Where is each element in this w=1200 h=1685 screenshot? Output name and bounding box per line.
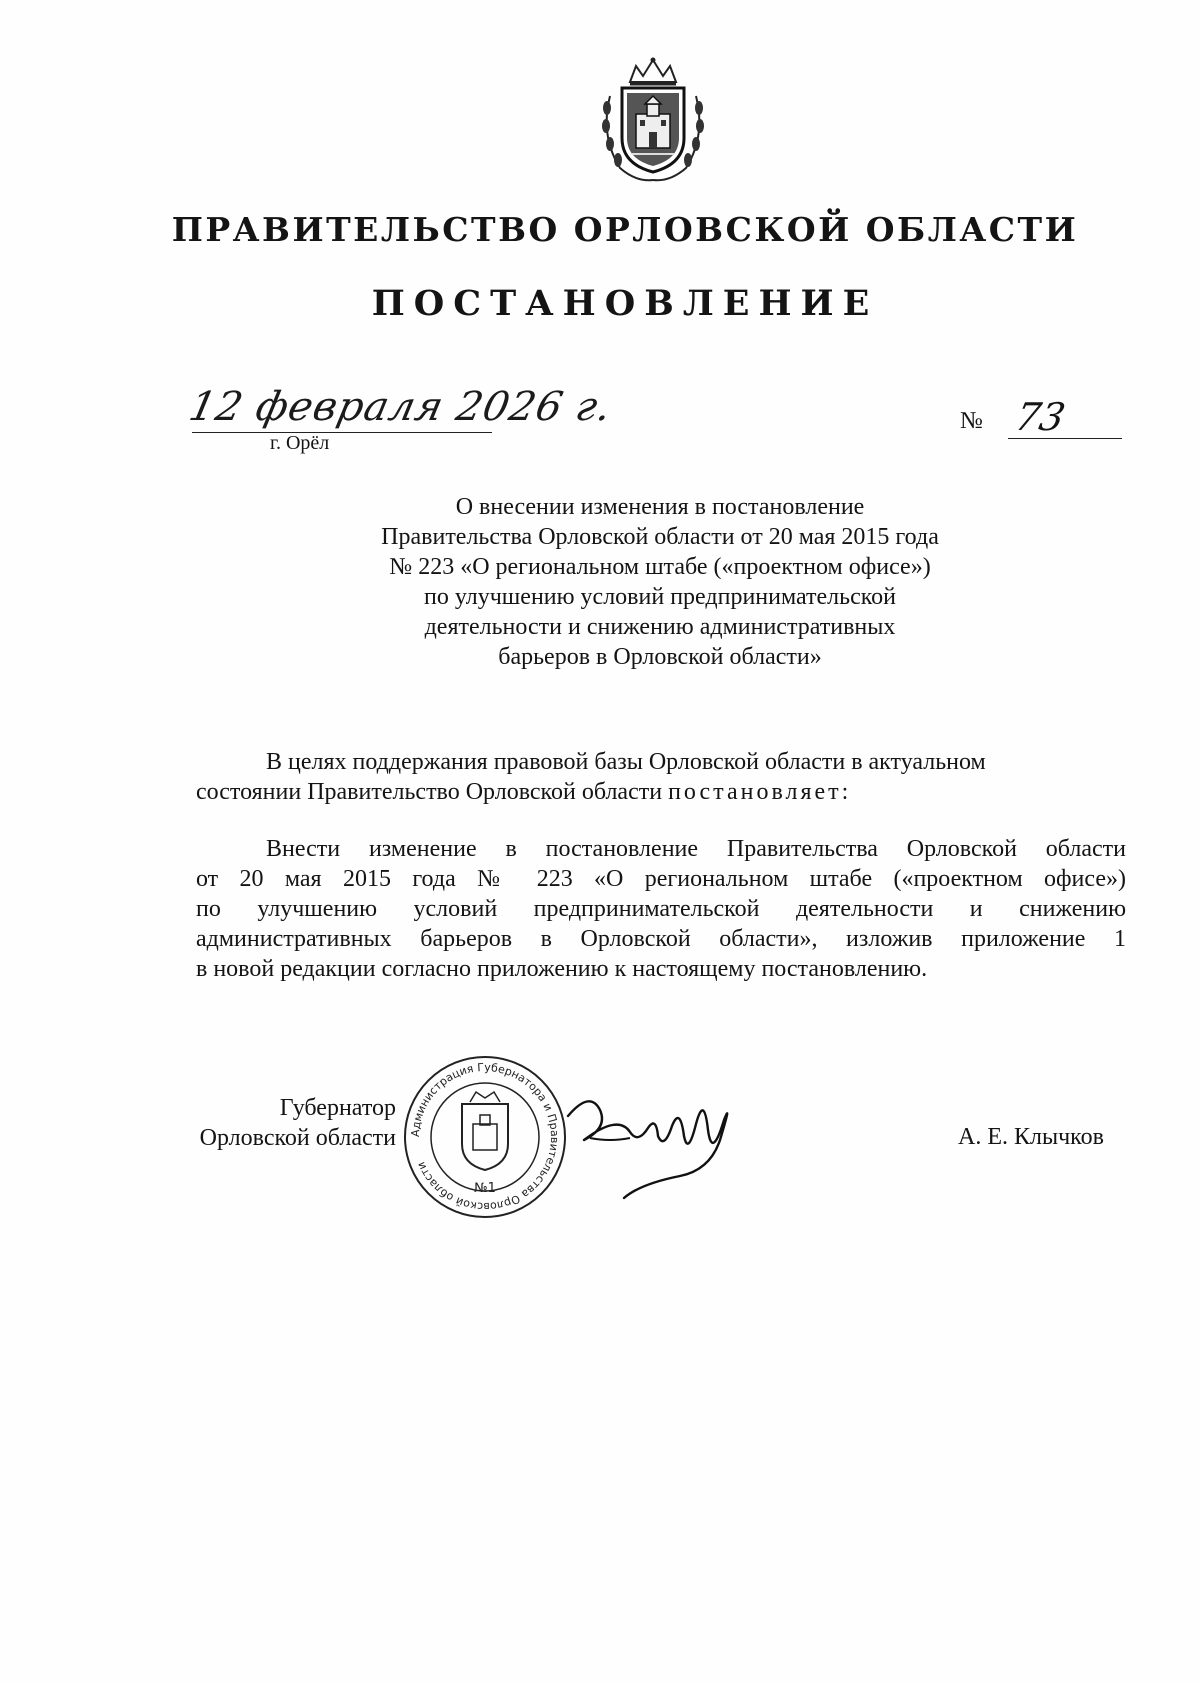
number-label: № xyxy=(960,408,983,434)
subject-line: по улучшению условий предпринимательской xyxy=(423,584,897,610)
document-subject xyxy=(300,492,1020,672)
date-underline xyxy=(192,432,492,433)
resolution-paragraph xyxy=(196,834,1126,984)
official-seal xyxy=(400,1052,570,1222)
seal-text: Администрация Губернатора и Правительства Орловской области xyxy=(408,1060,562,1214)
subject-line: деятельности и снижению административных xyxy=(424,614,896,640)
handwritten-date: 12 февраля 2026 г. xyxy=(185,384,617,430)
government-title: ПРАВИТЕЛЬСТВО ОРЛОВСКОЙ ОБЛАСТИ xyxy=(171,210,1079,249)
subject-line: Правительства Орловской области от 20 мая 2015 года xyxy=(381,524,939,550)
seal-number: №1 xyxy=(474,1181,496,1196)
subject-line: барьеров в Орловской области» xyxy=(498,644,822,670)
paragraph-line: в новой редакции согласно приложению к настоящему постановлению. xyxy=(196,956,928,982)
signer-name: А. Е. Клычков xyxy=(958,1124,1104,1150)
coat-of-arms-emblem xyxy=(596,56,710,184)
paragraph-line: административных барьеров в Орловской области», изложив приложение 1 xyxy=(196,926,1126,952)
paragraph-line: по улучшению условий предпринимательской деятельности и снижению xyxy=(196,896,1126,922)
paragraph-line: Внести изменение в постановление Правительства Орловской области xyxy=(266,836,1126,862)
preamble-paragraph xyxy=(196,747,1126,807)
paragraph-line xyxy=(196,777,1126,807)
paragraph-line: В целях поддержания правовой базы Орловской области в актуальном xyxy=(266,749,986,775)
subject-line: № 223 «О региональном штабе («проектном офисе») xyxy=(389,554,931,580)
position-line: Губернатор xyxy=(279,1095,396,1121)
number-underline xyxy=(1008,438,1122,439)
position-line: Орловской области xyxy=(199,1125,396,1151)
signer-position xyxy=(196,1093,396,1153)
handwritten-signature xyxy=(560,1080,740,1200)
document-type-title: ПОСТАНОВЛЕНИЕ xyxy=(371,283,879,324)
city-label: г. Орёл xyxy=(270,432,330,454)
handwritten-number: 73 xyxy=(1011,395,1070,439)
paragraph-line: от 20 мая 2015 года № 223 «О региональном штабе («проектном офисе») xyxy=(196,866,1126,892)
subject-line: О внесении изменения в постановление xyxy=(455,494,865,520)
resolves-word: постановляет: xyxy=(668,779,852,805)
paragraph-text: состоянии Правительство Орловской области xyxy=(196,779,669,805)
